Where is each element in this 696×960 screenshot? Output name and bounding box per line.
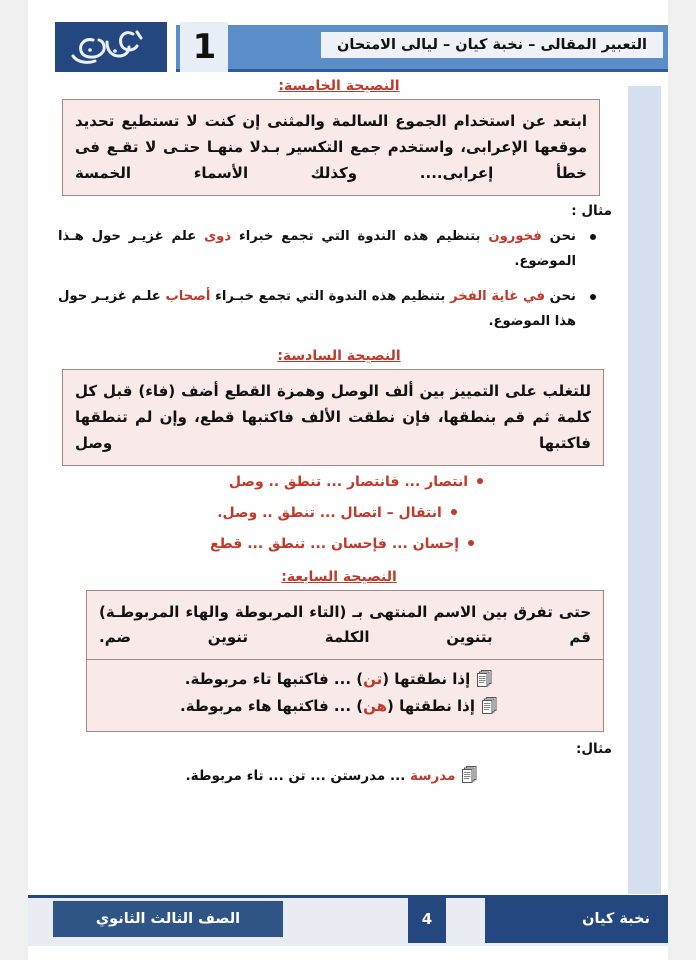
list-item bbox=[58, 285, 602, 334]
rule-line bbox=[99, 667, 579, 694]
chapter-number: 1 bbox=[180, 22, 228, 72]
advice-seven-text: حتى تفرق بين الاسم المنتهى بـ (التاء المربوطة والهاء المربوطـة) قم بتنوين الكلمة تنوين ضم. bbox=[87, 591, 603, 661]
list-item-label: إحسان ... فإحسان ... تنطق ... قطع bbox=[209, 535, 459, 552]
highlight-word: فخورون bbox=[488, 229, 542, 245]
header-title: التعبير المقالى – نخبة كيان – ليالى الامتحان bbox=[321, 32, 663, 58]
highlight-word: مدرسة bbox=[410, 767, 456, 784]
highlight-word: ذوى bbox=[204, 229, 232, 245]
list-item-label: انتصار ... فانتصار ... تنطق .. وصل bbox=[228, 474, 469, 491]
example-text-part: علم غزيـر حول هـذا الموضوع. bbox=[58, 229, 576, 269]
footer-grade: الصف الثالث الثانوي bbox=[53, 901, 283, 937]
rule-text-part: ) ... فاكتبها هاء مربوطة. bbox=[180, 697, 364, 716]
document-icon bbox=[482, 696, 498, 721]
rule-text-part: ) ... فاكتبها تاء مربوطة. bbox=[184, 670, 364, 689]
rule-text-part: إذا نطقتها ( bbox=[382, 670, 471, 689]
document-icon bbox=[477, 669, 493, 694]
advice-seven-example-label: مثال: bbox=[575, 740, 612, 757]
bullet-dot-icon bbox=[451, 509, 457, 515]
footer-brand: نخبة كيان bbox=[485, 895, 668, 943]
document-icon bbox=[462, 765, 478, 787]
advice-five-examples bbox=[58, 225, 620, 334]
page-footer bbox=[28, 895, 668, 943]
advice-seven-rules bbox=[87, 660, 603, 731]
example-text-part: بتنظيم هذه الندوة التي تجمع خبـراء bbox=[210, 289, 450, 305]
highlight-word: أصحاب bbox=[165, 289, 211, 305]
example-text-part: نحن bbox=[541, 229, 576, 245]
bullet-dot-icon bbox=[477, 478, 483, 484]
advice-seven-box bbox=[86, 590, 604, 732]
page-header bbox=[28, 22, 668, 72]
advice-seven-example bbox=[58, 765, 606, 787]
example-text-part: ... مدرستن ... تن ... تاء مربوطة. bbox=[185, 767, 411, 784]
advice-six-heading: النصيحة السادسة: bbox=[277, 348, 401, 365]
list-item bbox=[58, 534, 626, 556]
advice-five-example-label: مثال : bbox=[571, 203, 612, 220]
advice-seven-heading: النصيحة السابعة: bbox=[281, 568, 397, 585]
rule-line bbox=[99, 694, 579, 721]
example-text-part: بتنظيم هذه الندوة التي تجمع خبراء bbox=[231, 229, 489, 245]
list-item bbox=[58, 472, 654, 494]
footer-page-number: 4 bbox=[408, 895, 446, 943]
advice-six-box: للتغلب على التمييز بين ألف الوصل وهمزة القطع أضف (فاء) قبل كل كلمة ثم قم بنطقها، فإن نطقت الألف فاكتبها قطع، وإن لم تنطقها فاكتبها وصل bbox=[62, 369, 604, 466]
advice-six-examples bbox=[58, 472, 620, 555]
advice-five-heading: النصيحة الخامسة: bbox=[278, 78, 400, 94]
list-item-label: انتقال – اتصال ... تنطق .. وصل. bbox=[217, 505, 442, 522]
example-text-part: علـم غزيـر حول هذا الموضوع. bbox=[58, 289, 576, 329]
page-content bbox=[58, 78, 620, 787]
list-item bbox=[58, 503, 616, 525]
highlight-word: تن bbox=[363, 670, 383, 689]
example-text-part: نحن bbox=[544, 289, 576, 305]
kayan-logo-icon bbox=[55, 22, 167, 72]
rule-text-part: إذا نطقتها ( bbox=[387, 697, 475, 716]
highlight-word: هن bbox=[363, 697, 387, 716]
bullet-dot-icon bbox=[468, 540, 474, 546]
advice-five-box: ابتعد عن استخدام الجموع السالمة والمثنى إن كنت لا تستطيع تحديد موقعها الإعرابى، واستخدم جمع التكسير بـدلا منهـا حتـى لا تقـع فى خطأ إعرابى.... وكذلك الأسماء الخمسة bbox=[62, 99, 600, 196]
highlight-word: في غاية الفخر bbox=[450, 289, 545, 305]
list-item bbox=[58, 225, 602, 274]
